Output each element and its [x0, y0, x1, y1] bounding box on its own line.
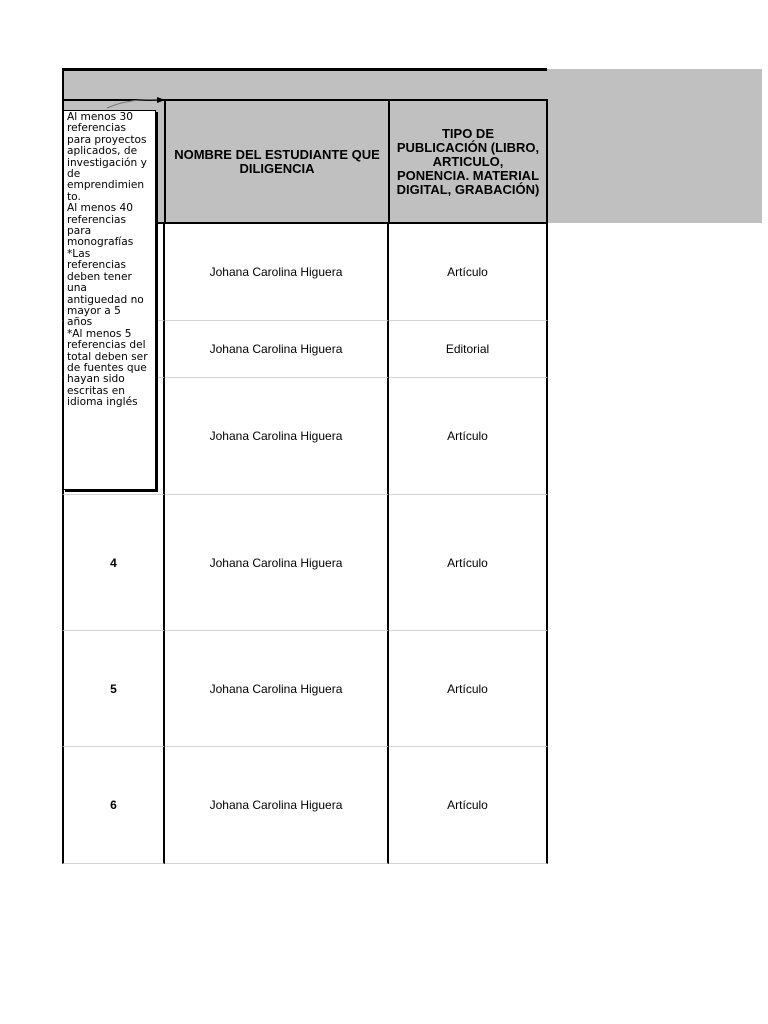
row-5-type[interactable]: Artículo — [389, 631, 548, 747]
column-header-type-label: TIPO DE PUBLICACIÓN (LIBRO, ARTICULO, PONENCIA. MATERIAL DIGITAL, GRABACIÓN) — [396, 125, 540, 197]
row-6-number[interactable]: 6 — [62, 747, 165, 864]
row-3-type[interactable]: Artículo — [389, 378, 548, 495]
column-header-student-label: NOMBRE DEL ESTUDIANTE QUE DILIGENCIA — [174, 146, 380, 176]
row-4-student[interactable]: Johana Carolina Higuera — [165, 495, 389, 631]
comment-note[interactable]: Al menos 30 referencias para proyectos aplicados, de investigación y de emprendimien to. Al menos 40 referencias para monografías *Las referencias deben tener una antiguedad no mayor a 5 años *Al menos 5 referencias del total deben ser de fuentes que hayan sido escritas en idioma inglés — [63, 110, 156, 490]
comment-arrow-icon — [105, 96, 167, 110]
row-2-type[interactable]: Editorial — [389, 321, 548, 378]
row-1-type[interactable]: Artículo — [389, 223, 548, 321]
row-2-student[interactable]: Johana Carolina Higuera — [165, 321, 389, 378]
row-3-student[interactable]: Johana Carolina Higuera — [165, 378, 389, 495]
row-6-type[interactable]: Artículo — [389, 747, 548, 864]
row-5-number[interactable]: 5 — [62, 631, 165, 747]
row-6-student[interactable]: Johana Carolina Higuera — [165, 747, 389, 864]
row-4-number[interactable]: 4 — [62, 495, 165, 631]
column-header-student — [164, 99, 390, 224]
gray-header-band — [547, 69, 762, 223]
row-1-student[interactable]: Johana Carolina Higuera — [165, 223, 389, 321]
column-header-type — [388, 99, 548, 224]
row-4-type[interactable]: Artículo — [389, 495, 548, 631]
row-5-student[interactable]: Johana Carolina Higuera — [165, 631, 389, 747]
